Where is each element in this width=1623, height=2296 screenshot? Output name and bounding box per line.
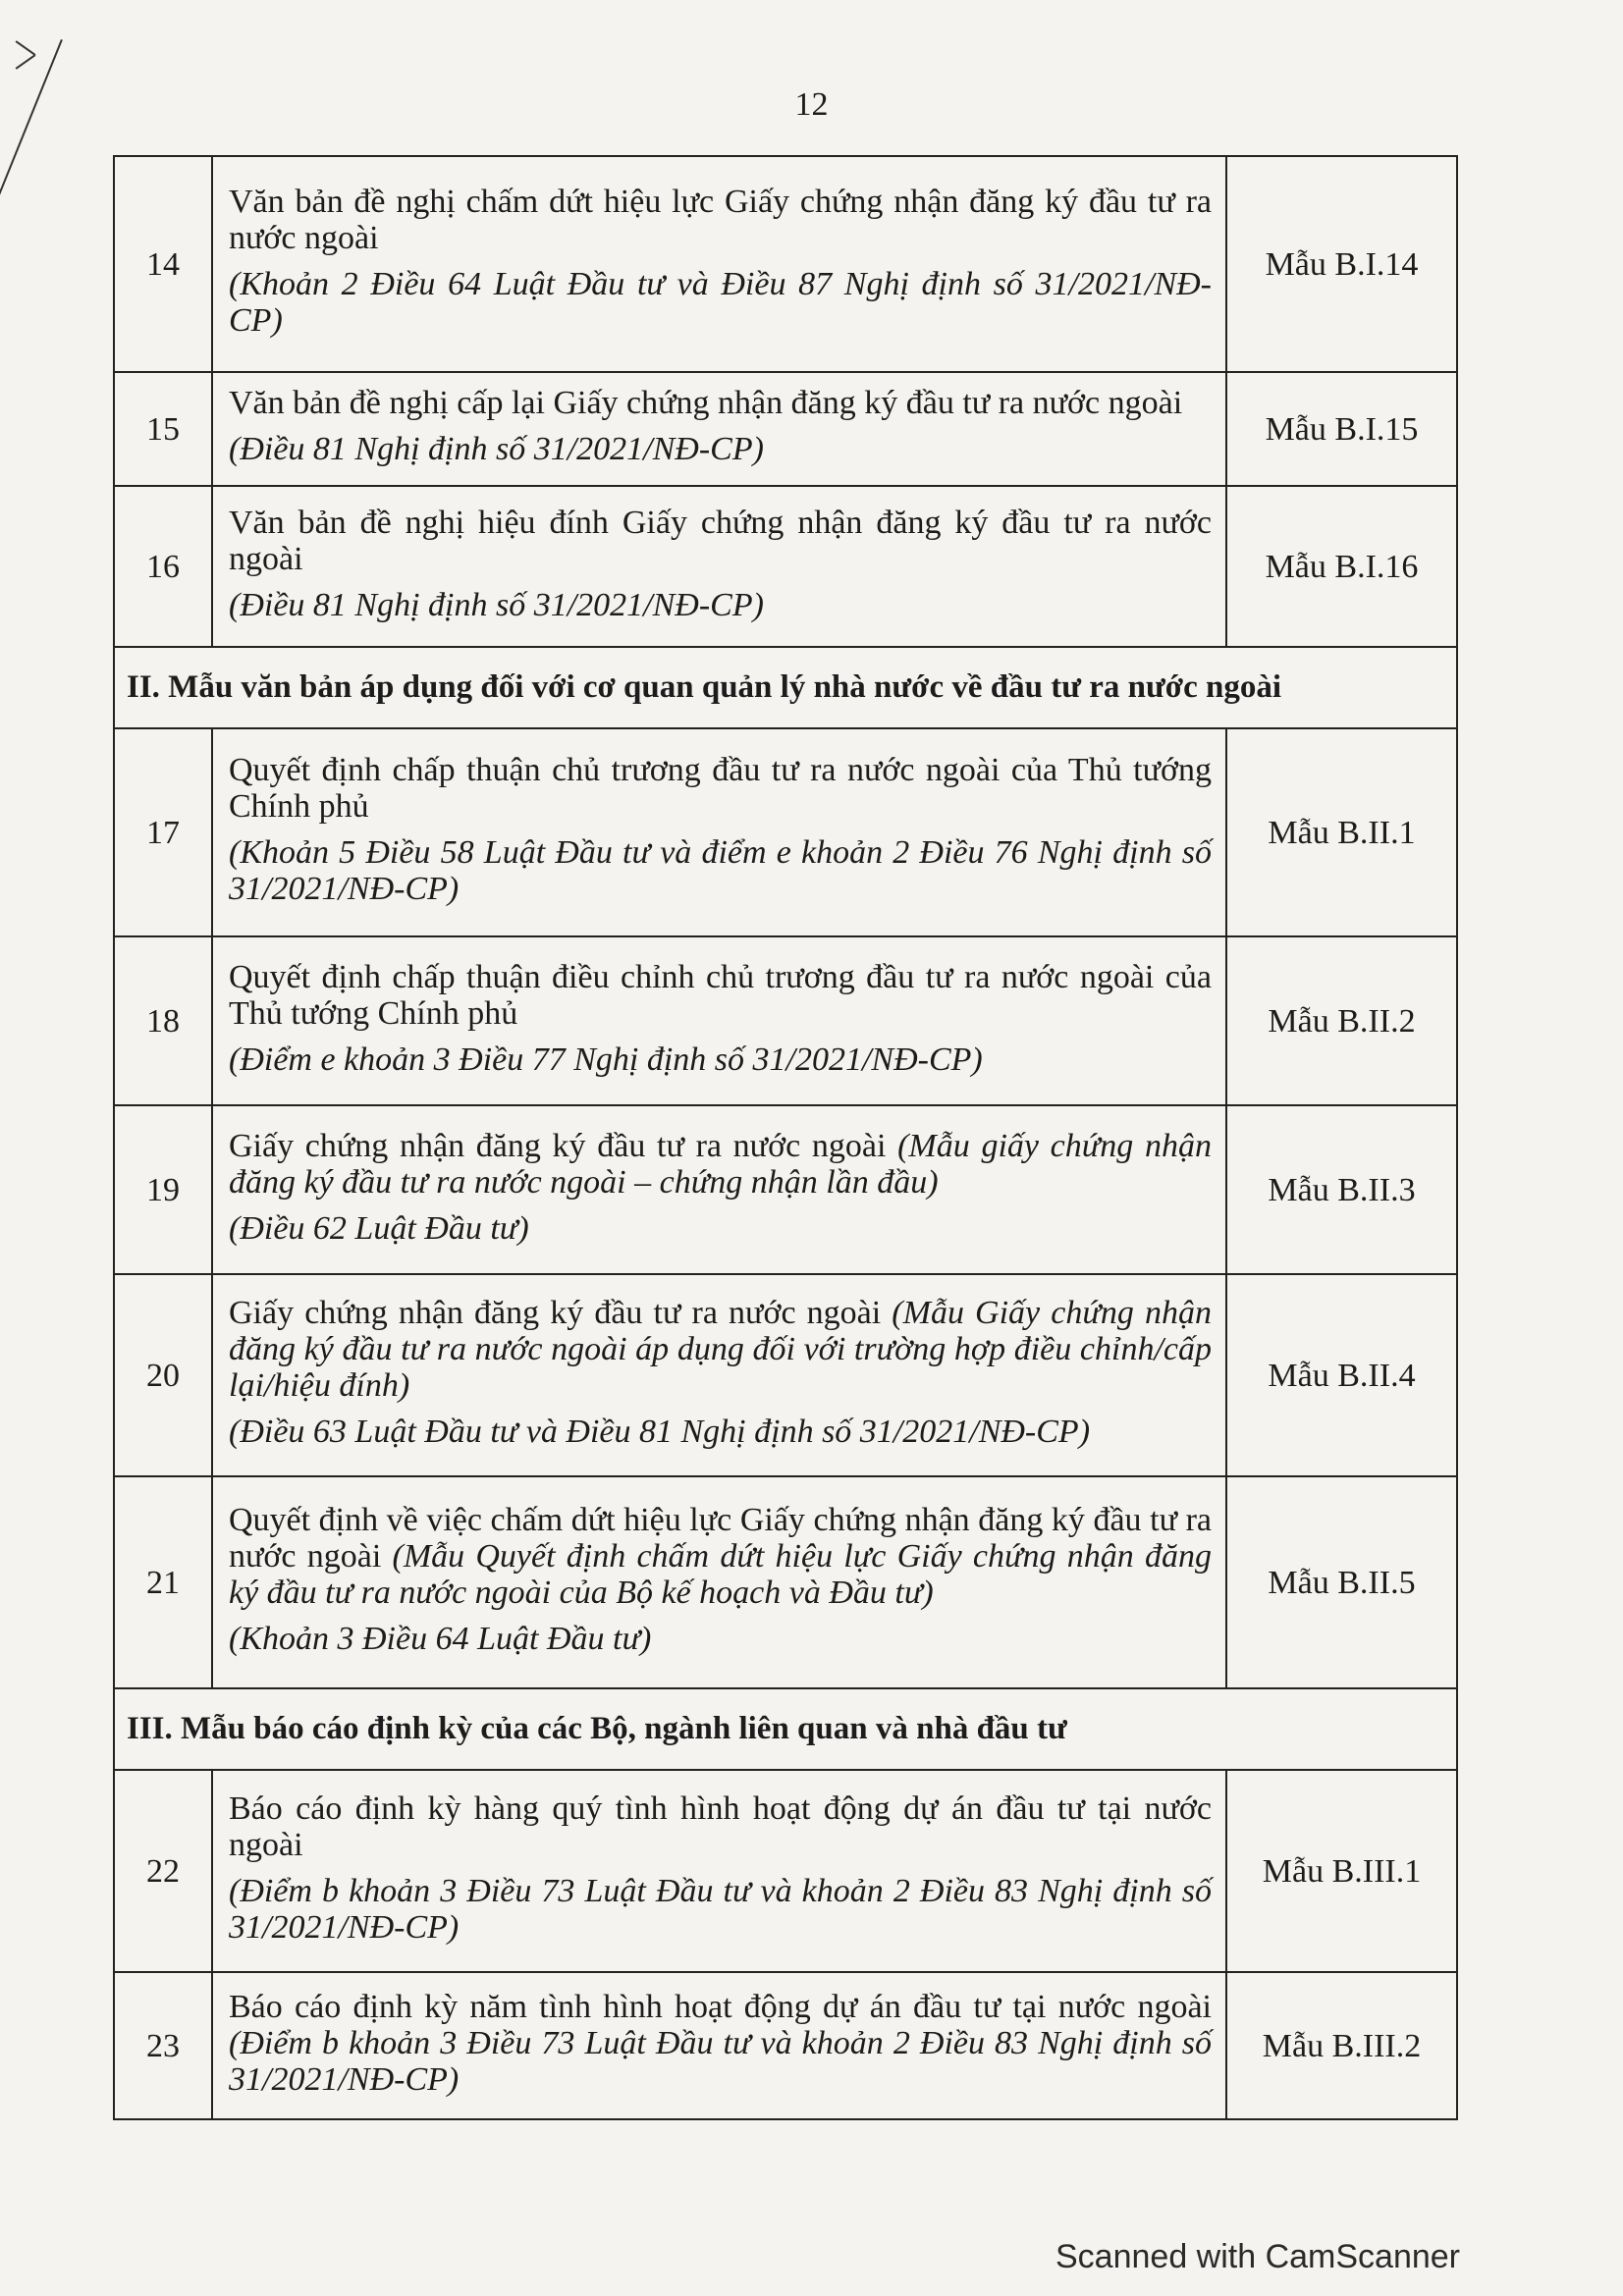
row-description [212, 1476, 1226, 1688]
section-heading-row [114, 647, 1457, 728]
row-description [212, 1274, 1226, 1476]
form-code: Mẫu B.I.16 [1226, 486, 1457, 647]
table-row [114, 728, 1457, 936]
form-code: Mẫu B.III.2 [1226, 1972, 1457, 2119]
row-description [212, 1770, 1226, 1972]
row-description [212, 728, 1226, 936]
table-row [114, 1770, 1457, 1972]
inline-note: (Mẫu giấy chứng nhận đăng ký đầu tư ra nước ngoài – chứng nhận lần đầu) [229, 1127, 1212, 1201]
row-number: 17 [114, 728, 212, 936]
page-number: 12 [794, 86, 829, 123]
row-number: 22 [114, 1770, 212, 1972]
row-number: 19 [114, 1105, 212, 1274]
inline-note: (Mẫu Giấy chứng nhận đăng ký đầu tư ra nước ngoài áp dụng đối với trường hợp điều chỉnh/cấp lại/hiệu đính) [229, 1295, 1212, 1404]
description-text: Giấy chứng nhận đăng ký đầu tư ra nước ngoài [229, 1295, 882, 1331]
row-number: 20 [114, 1274, 212, 1476]
description-text: Văn bản đề nghị cấp lại Giấy chứng nhận đăng ký đầu tư ra nước ngoài [229, 385, 1183, 421]
row-number: 21 [114, 1476, 212, 1688]
row-number: 14 [114, 156, 212, 372]
legal-basis: (Điều 62 Luật Đầu tư) [229, 1209, 529, 1247]
row-number: 15 [114, 372, 212, 486]
form-code: Mẫu B.II.3 [1226, 1105, 1457, 1274]
table-row [114, 1972, 1457, 2119]
scanner-watermark: Scanned with CamScanner [1055, 2238, 1461, 2275]
table-row [114, 936, 1457, 1105]
description-text: Giấy chứng nhận đăng ký đầu tư ra nước ngoài [229, 1127, 887, 1164]
row-description [212, 372, 1226, 486]
form-code: Mẫu B.I.14 [1226, 156, 1457, 372]
row-number: 23 [114, 1972, 212, 2119]
description-text: Văn bản đề nghị chấm dứt hiệu lực Giấy chứng nhận đăng ký đầu tư ra nước ngoài [229, 184, 1212, 256]
section-heading-row [114, 1688, 1457, 1770]
description-text: Quyết định chấp thuận điều chỉnh chủ trương đầu tư ra nước ngoài của Thủ tướng Chính phủ [229, 958, 1212, 1032]
description-text: Báo cáo định kỳ hàng quý tình hình hoạt động dự án đầu tư tại nước ngoài [229, 1790, 1212, 1863]
scan-edge-line [0, 39, 63, 258]
table-row [114, 1476, 1457, 1688]
scan-corner-mark [16, 40, 36, 55]
row-number: 16 [114, 486, 212, 647]
row-description [212, 486, 1226, 647]
form-code: Mẫu B.II.5 [1226, 1476, 1457, 1688]
form-code: Mẫu B.II.1 [1226, 728, 1457, 936]
legal-basis: (Điều 81 Nghị định số 31/2021/NĐ-CP) [229, 431, 764, 467]
inline-note: (Điểm b khoản 3 Điều 73 Luật Đầu tư và khoản 2 Điều 83 Nghị định số 31/2021/NĐ-CP) [229, 2024, 1212, 2098]
row-description [212, 156, 1226, 372]
description-text: Báo cáo định kỳ năm tình hình hoạt động dự án đầu tư tại nước ngoài [229, 1988, 1212, 2025]
section-title: III. Mẫu báo cáo định kỳ của các Bộ, ngành liên quan và nhà đầu tư [114, 1688, 1457, 1770]
description-text: Văn bản đề nghị hiệu đính Giấy chứng nhận đăng ký đầu tư ra nước ngoài [229, 504, 1212, 577]
legal-basis: (Khoản 3 Điều 64 Luật Đầu tư) [229, 1621, 652, 1657]
form-code: Mẫu B.III.1 [1226, 1770, 1457, 1972]
row-description [212, 936, 1226, 1105]
row-number: 18 [114, 936, 212, 1105]
table-row [114, 1274, 1457, 1476]
form-code: Mẫu B.I.15 [1226, 372, 1457, 486]
legal-basis: (Điều 81 Nghị định số 31/2021/NĐ-CP) [229, 586, 764, 623]
row-description [212, 1972, 1226, 2119]
table-row [114, 1105, 1457, 1274]
row-description [212, 1105, 1226, 1274]
form-code: Mẫu B.II.4 [1226, 1274, 1457, 1476]
description-text: Quyết định chấp thuận chủ trương đầu tư ra nước ngoài của Thủ tướng Chính phủ [229, 752, 1212, 825]
table-row [114, 156, 1457, 372]
legal-basis: (Điểm e khoản 3 Điều 77 Nghị định số 31/2021/NĐ-CP) [229, 1041, 983, 1078]
forms-table [113, 155, 1458, 2120]
legal-basis: (Khoản 2 Điều 64 Luật Đầu tư và Điều 87 Nghị định số 31/2021/NĐ-CP) [229, 266, 1212, 339]
legal-basis: (Điều 63 Luật Đầu tư và Điều 81 Nghị định số 31/2021/NĐ-CP) [229, 1414, 1091, 1450]
scan-corner-mark [16, 54, 36, 69]
section-title: II. Mẫu văn bản áp dụng đối với cơ quan quản lý nhà nước về đầu tư ra nước ngoài [114, 647, 1457, 728]
inline-note: (Mẫu Quyết định chấm dứt hiệu lực Giấy chứng nhận đăng ký đầu tư ra nước ngoài của Bộ kế hoạch và Đầu tư) [229, 1538, 1212, 1611]
form-code: Mẫu B.II.2 [1226, 936, 1457, 1105]
table-row [114, 486, 1457, 647]
legal-basis: (Khoản 5 Điều 58 Luật Đầu tư và điểm e khoản 2 Điều 76 Nghị định số 31/2021/NĐ-CP) [229, 834, 1212, 907]
description-text: Quyết định về việc chấm dứt hiệu lực Giấy chứng nhận đăng ký đầu tư ra nước ngoài [229, 1502, 1212, 1575]
table-row [114, 372, 1457, 486]
legal-basis: (Điểm b khoản 3 Điều 73 Luật Đầu tư và khoản 2 Điều 83 Nghị định số 31/2021/NĐ-CP) [229, 1873, 1212, 1946]
